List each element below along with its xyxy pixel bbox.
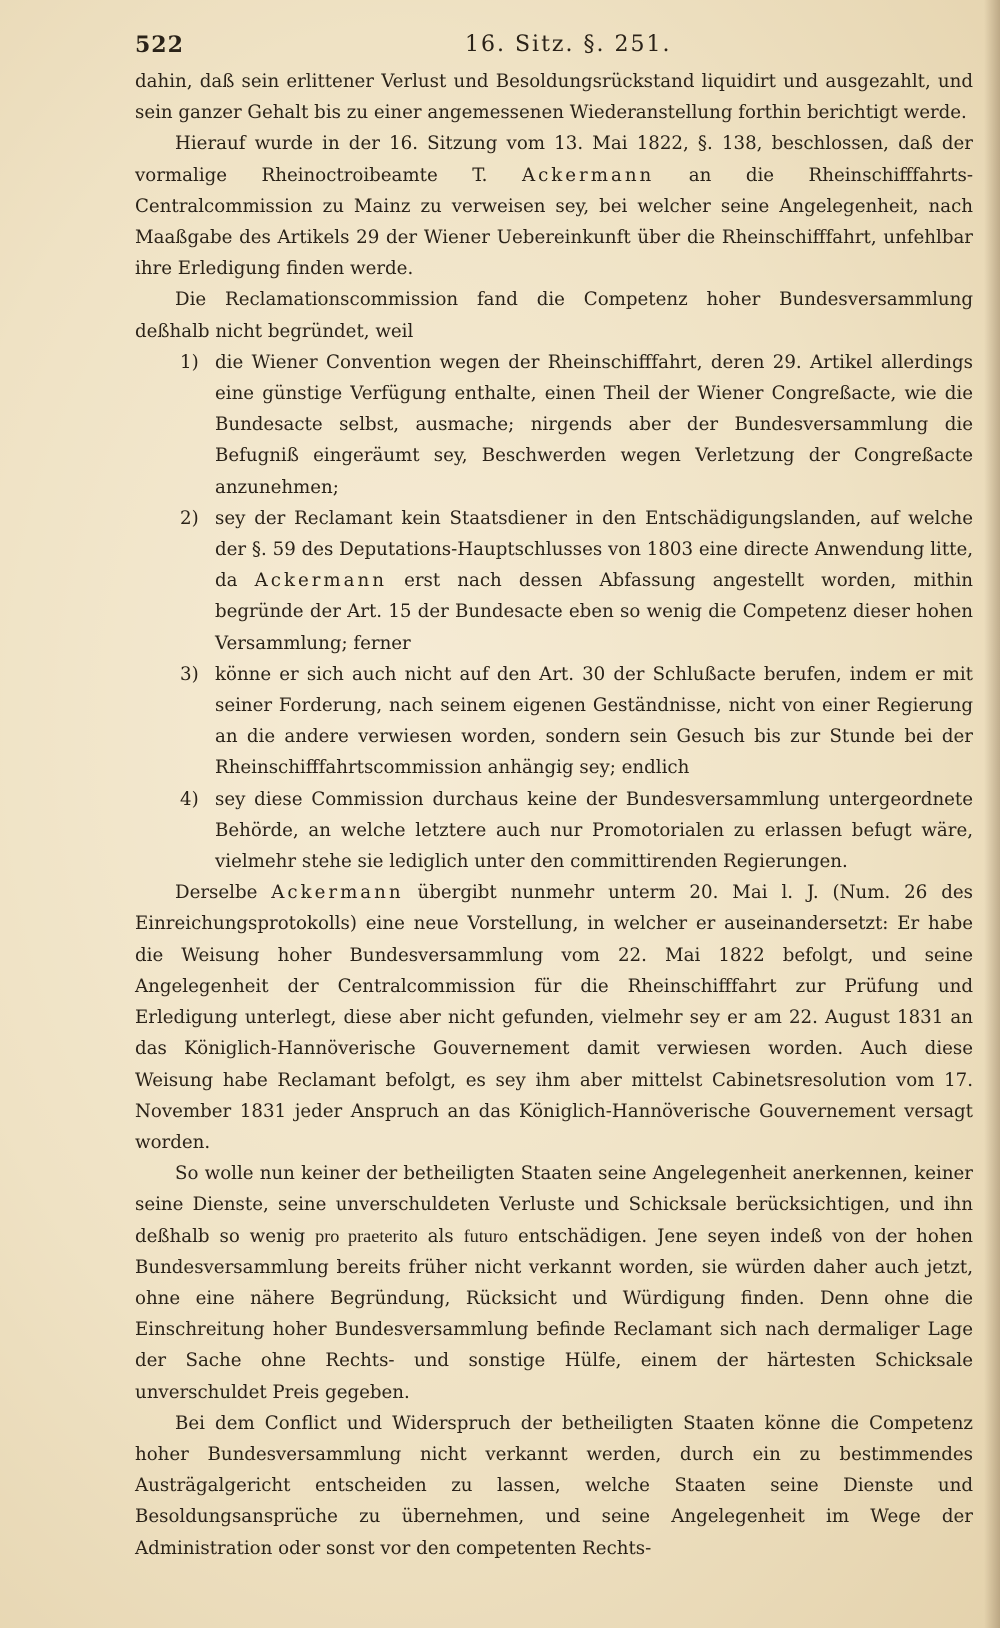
paragraph-text: als: [427, 1225, 454, 1247]
person-name: Ackermann: [521, 164, 655, 186]
list-item: [135, 659, 973, 784]
page-header: [135, 28, 975, 64]
list-item-text: sey der Reclamant kein Staatsdiener in den Entschädigungslanden, auf welche der §. 59 des Deputations-Hauptschlusses von 1803 eine directe Anwendung litte, da: [215, 507, 973, 592]
list-number: 2): [180, 507, 199, 529]
list-number: 4): [180, 788, 199, 810]
person-name: Ackermann: [271, 882, 404, 904]
list-item: [135, 784, 973, 878]
paragraph-text: Bei dem Conflict und Widerspruch der betheiligten Staaten könne die Competenz hoher Bundesversammlung nicht verkannt werden, durch ein zu bestimmendes Austrägalgericht entscheiden zu lassen, welche Staaten seine Dienste und Besoldungsansprüche zu übernehmen, und seine Angelegenheit im Wege der Administration oder sonst vor den competenten Rechts-: [135, 1412, 973, 1559]
paragraph-commission: [135, 284, 973, 346]
list-item-text: erst nach dessen Abfassung angestellt worden, mithin begründe der Art. 15 der Bundesacte eben so wenig die Competenz dieser hohen Versammlung; ferner: [215, 570, 973, 654]
paragraph-text: übergibt nunmehr unterm 20. Mai l. J. (Num. 26 des Einreichungsprotokolls) eine neue Vorstellung, in welcher er auseinandersetzt: Er habe die Weisung hoher Bundesversammlung vom 22. Mai 1822 befolgt, und seine Angelegenheit der Centralcommission für die Rheinschifffahrt zur Prüfung und Erledigung unterlegt, diese aber nicht gefunden, vielmehr sey er am 22. August 1831 an das Königlich-Hannöverische Gouvernement damit verwiesen worden. Auch diese Weisung habe Reclamant befolgt, es sey ihm aber mittelst Cabinetsresolution vom 17. November 1831 jeder Anspruch an das Königlich-Hannöverische Gouvernement versagt worden.: [135, 882, 973, 1153]
paragraph-new-petition: [135, 877, 973, 1158]
list-item-text: sey diese Commission durchaus keine der Bundesversammlung untergeordnete Behörde, an welche letztere auch nur Promotorialen zu erlassen befugt wäre, vielmehr stehe sie lediglich unter den committirenden Regierungen.: [215, 788, 973, 873]
paragraph-text: entschädigen. Jene seyen indeß von der hohen Bundesversammlung bereits früher nicht verkannt worden, sie würden daher auch jetzt, ohne eine nähere Begründung, Rücksicht und Würdigung finden. Denn ohne die Einschreitung hoher Bundesversammlung befinde Reclamant sich nach dermaliger Lage der Sache ohne Rechts- und sonstige Hülfe, einem der härtesten Schicksale unverschuldet Preis gegeben.: [135, 1225, 973, 1403]
paragraph-text: dahin, daß sein erlittener Verlust und Besoldungsrückstand liquidirt und ausgezahlt, und sein ganzer Gehalt bis zu einer angemessenen Wiederanstellung forthin berichtigt werde.: [135, 71, 973, 124]
list-item-text: könne er sich auch nicht auf den Art. 30 der Schlußacte berufen, indem er mit seiner Forderung, nach seinem eigenen Geständnisse, nicht von einer Regierung an die andere verwiesen worden, sondern sein Gesuch bis zur Stunde bei der Rheinschifffahrtscommission anhängig sey; endlich: [215, 663, 973, 779]
paragraph-text: Derselbe: [175, 882, 258, 904]
paragraph-text: Hierauf wurde in der 16. Sitzung vom 13. Mai 1822, §. 138, beschlossen, daß der vormalige Rheinoctroibeamte T.: [135, 133, 973, 186]
list-item-text: die Wiener Convention wegen der Rheinschifffahrt, deren 29. Artikel allerdings eine günstige Verfügung enthalte, einen Theil der Wiener Congreßacte, wie die Bundesacte selbst, ausmache; nirgends aber der Bundesversammlung die Befugniß eingeräumt sey, Beschwerden wegen Verletzung der Congreßacte anzunehmen;: [215, 351, 973, 498]
list-number: 3): [180, 663, 199, 685]
paragraph-complaint: [135, 1158, 973, 1408]
running-head: 16. Sitz. §. 251.: [465, 32, 672, 57]
body-text: [135, 66, 973, 1564]
paragraph-resolution: [135, 128, 973, 284]
list-item: [135, 347, 973, 503]
numbered-list: [135, 347, 973, 877]
paragraph-text: an die Rheinschifffahrts-Centralcommission zu Mainz zu verweisen sey, bei welcher seine Angelegenheit, nach Maaßgabe des Artikels 29 der Wiener Uebereinkunft über die Rheinschifffahrt, unfehlbar ihre Erledigung finden werde.: [135, 164, 973, 280]
paragraph-text: Die Reclamationscommission fand die Competenz hoher Bundesversammlung deßhalb nicht begründet, weil: [135, 289, 973, 342]
paragraph-continuation: [135, 66, 973, 128]
person-name: Ackermann: [254, 570, 387, 592]
paragraph-conflict: [135, 1408, 973, 1564]
page-number: 522: [135, 32, 184, 58]
list-item: [135, 503, 973, 659]
list-number: 1): [180, 351, 199, 373]
latin-phrase: pro praeterito: [315, 1225, 418, 1246]
paragraph-text: So wolle nun keiner der betheiligten Staaten seine Angelegenheit anerkennen, keiner seine Dienste, seine unverschuldeten Verluste und Schicksale berücksichtigen, und ihn deßhalb so wenig: [135, 1163, 973, 1247]
latin-phrase: futuro: [463, 1225, 509, 1246]
